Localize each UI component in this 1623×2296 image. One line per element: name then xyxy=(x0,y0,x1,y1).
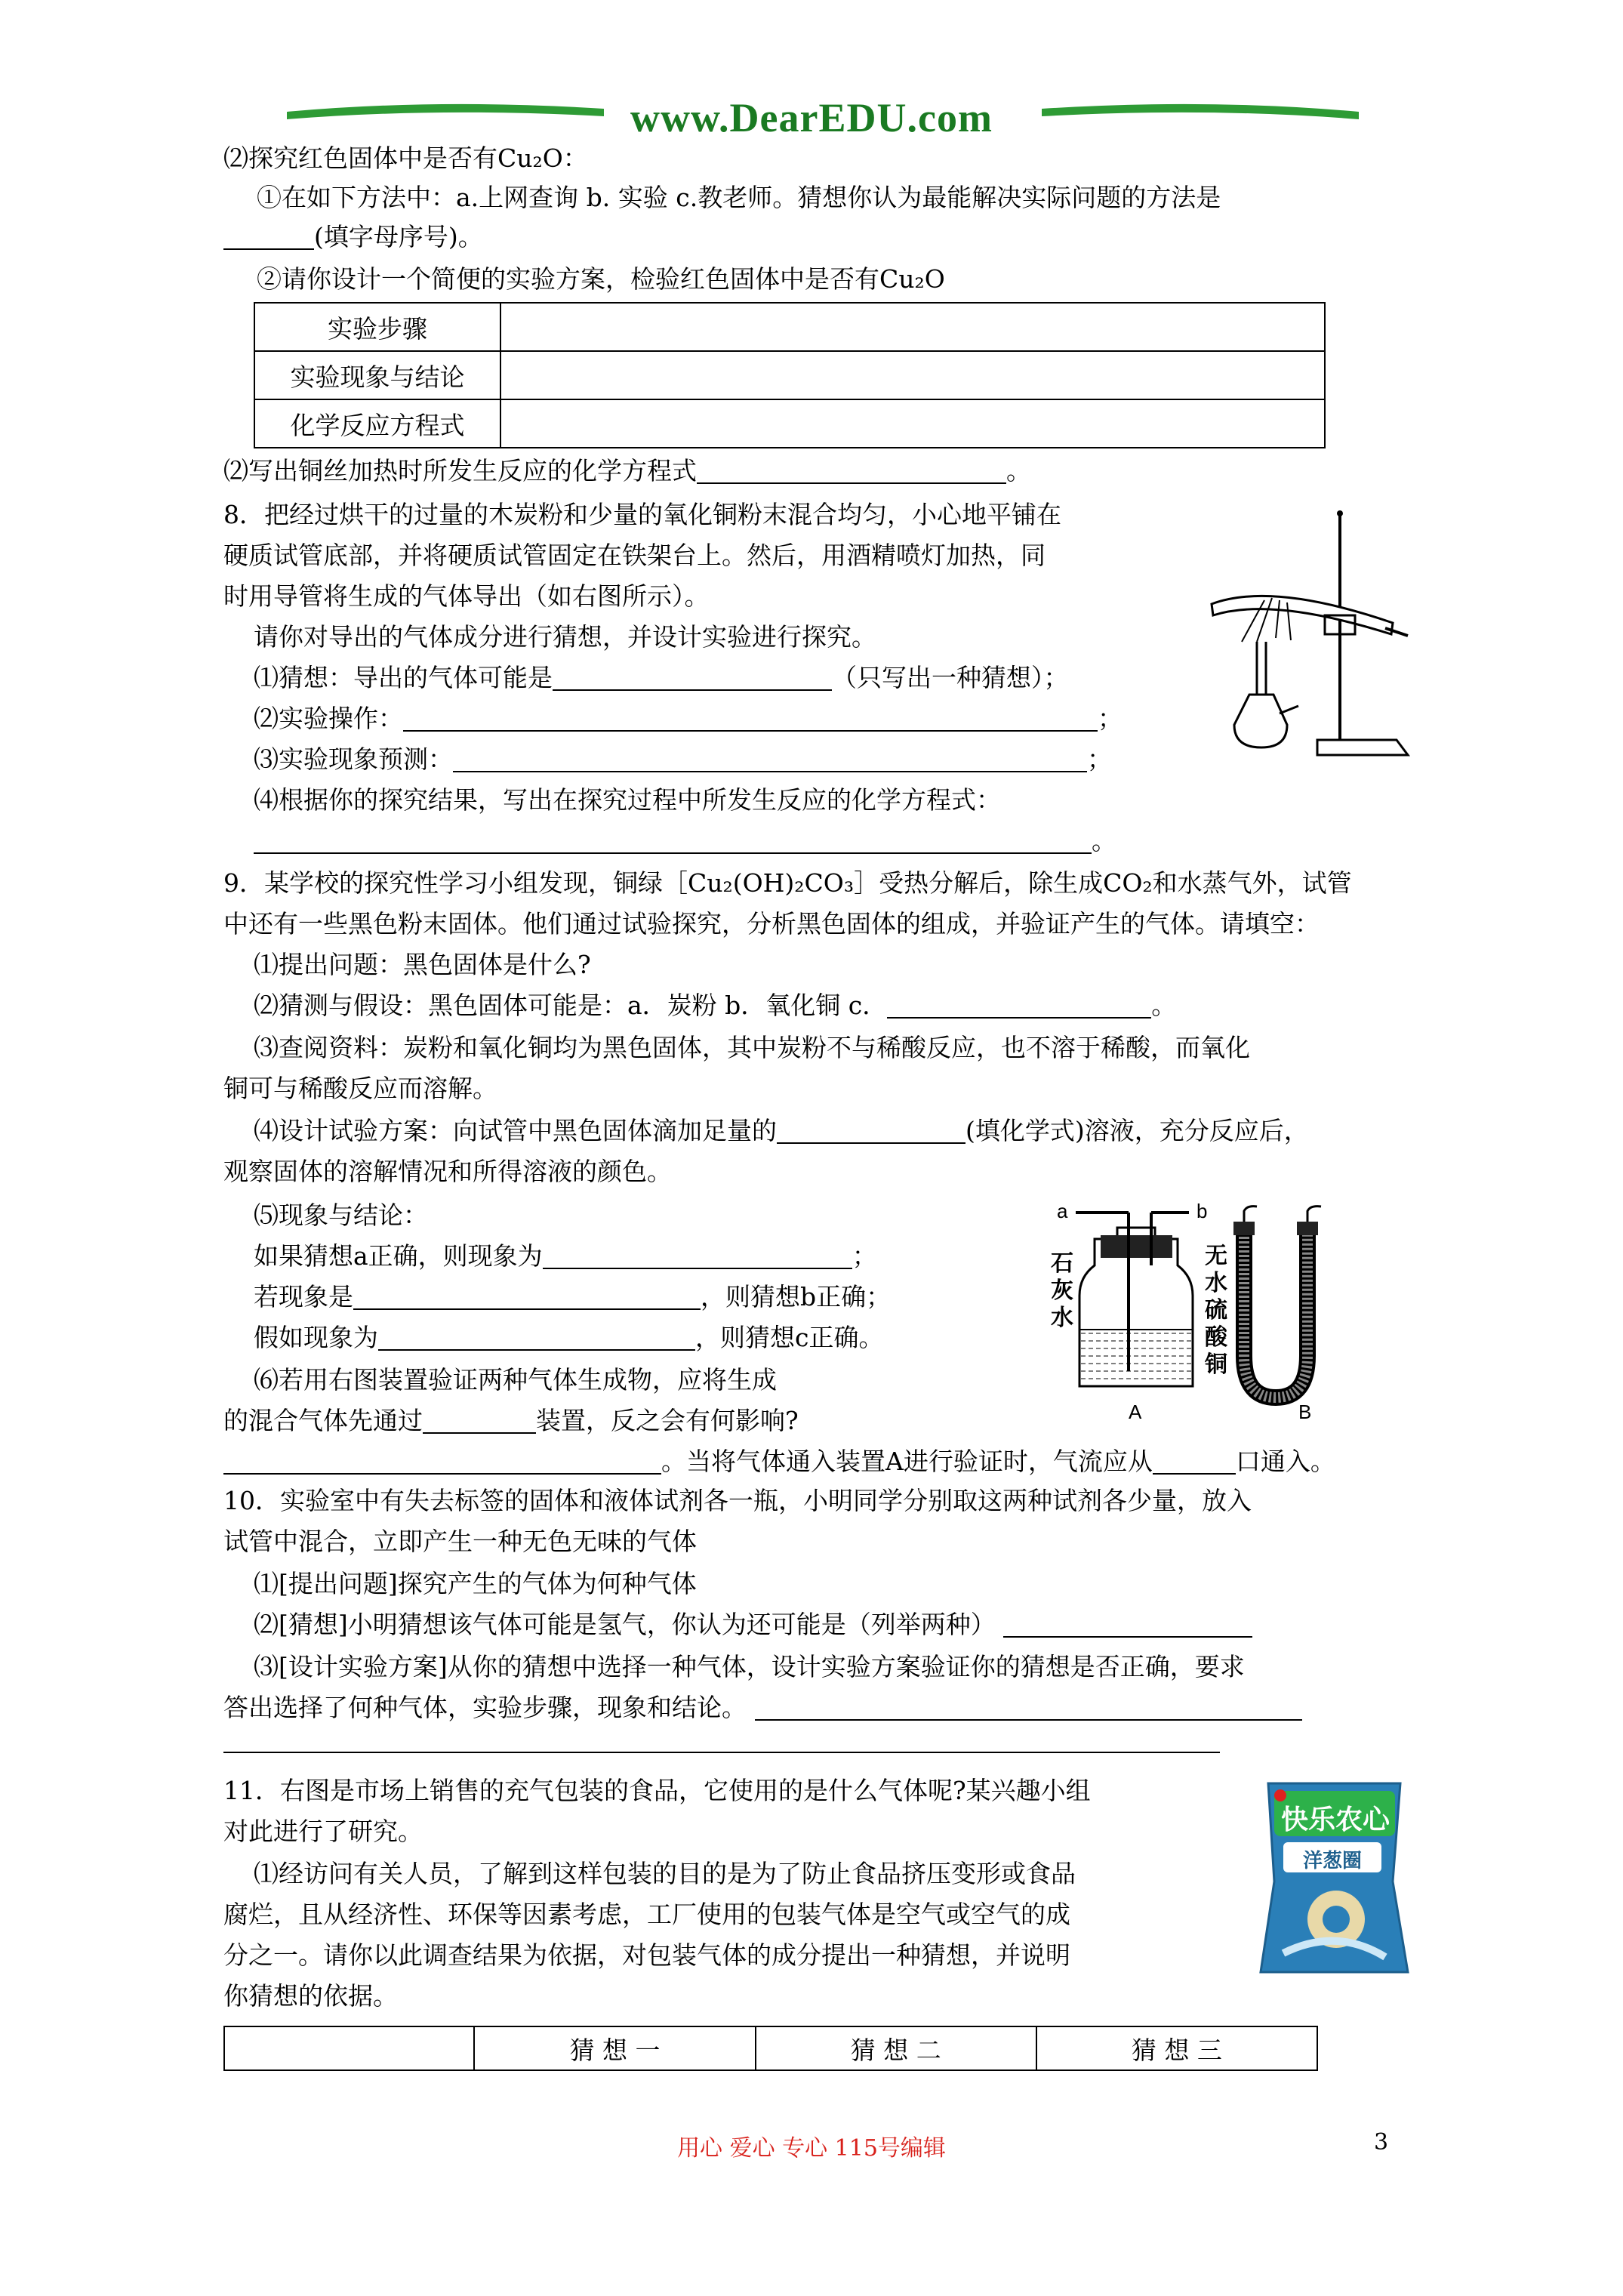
q9-p5: ⑸现象与结论： xyxy=(254,1200,428,1230)
fig-label-A: A xyxy=(1129,1401,1142,1423)
q8-p4: ⑷根据你的探究结果，写出在探究过程中所发生反应的化学方程式： xyxy=(254,785,1001,815)
q9-p4a: ⑷设计试验方案：向试管中黑色固体滴加足量的 (填化学式)溶液，充分反应后， xyxy=(254,1116,1309,1145)
table-header-guess2: 猜 想 二 xyxy=(756,2026,1036,2070)
apparatus-figure-q8 xyxy=(1204,506,1415,766)
q9-l1: 9．某学校的探究性学习小组发现，铜绿［Cu₂(OH)₂CO₃］受热分解后，除生成CO₂和水蒸气外，试管 xyxy=(223,868,1352,898)
q8-l1: 8．把经过烘干的过量的木炭粉和少量的氧化铜粉末混合均匀，小心地平铺在 xyxy=(223,500,1061,529)
q9-p3b: 铜可与稀酸反应而溶解。 xyxy=(223,1074,497,1103)
q9-p4b: 观察固体的溶解情况和所得溶液的颜色。 xyxy=(223,1157,672,1186)
fig-label-a: a xyxy=(1057,1200,1068,1222)
snack-bag-image xyxy=(1253,1776,1415,1980)
guess-table xyxy=(223,2026,1318,2071)
fig-label-b: b xyxy=(1196,1200,1208,1222)
q8-end: 。 xyxy=(254,824,1116,858)
experiment-table xyxy=(254,302,1326,448)
page-number: 3 xyxy=(1374,2129,1389,2156)
fig-label-limewater: 石灰水 xyxy=(1051,1250,1073,1331)
s1b-line: ⑵写出铜丝加热时所发生反应的化学方程式 。 xyxy=(223,456,1031,485)
q9-p3a: ⑶查阅资料：炭粉和氧化铜均为黑色固体，其中炭粉不与稀酸反应，也不溶于稀酸，而氧化 xyxy=(254,1033,1250,1062)
q10-p3a: ⑶[设计实验方案]从你的猜想中选择一种气体，设计实验方案验证你的猜想是否正确，要求 xyxy=(254,1652,1245,1681)
q8-l4: 请你对导出的气体成分进行猜想，并设计实验进行探究。 xyxy=(254,622,876,652)
q8-p2: ⑵实验操作： ； xyxy=(254,704,1123,733)
site-logo-text: www.DearEDU.com xyxy=(630,95,993,140)
q9-p6c: 。当将气体通入装置A进行验证时，气流应从 口通入。 xyxy=(223,1445,1335,1478)
q10-p1: ⑴[提出问题]探究产生的气体为何种气体 xyxy=(254,1569,697,1598)
answer-line xyxy=(223,1752,1220,1753)
s1-line1: ⑵探究红色固体中是否有Cu₂O： xyxy=(223,143,588,173)
q9-p2: ⑵猜测与假设：黑色固体可能是：a．炭粉 b．氧化铜 c． 。 xyxy=(254,991,1177,1020)
q11-p1a: ⑴经访问有关人员，了解到这样包装的目的是为了防止食品挤压变形或食品 xyxy=(254,1859,1076,1888)
q9-p6a: ⑹若用右图装置验证两种气体生成物，应将生成 xyxy=(254,1365,777,1395)
q11-l2: 对此进行了研究。 xyxy=(223,1817,423,1846)
q8-l2: 硬质试管底部，并将硬质试管固定在铁架台上。然后，用酒精喷灯加热，同 xyxy=(223,541,1046,570)
q11-l1: 11．右图是市场上销售的充气包装的食品，它使用的是什么气体呢?某兴趣小组 xyxy=(223,1776,1091,1805)
table-cell-empty[interactable] xyxy=(500,303,1325,351)
q9-l2: 中还有一些黑色粉末固体。他们通过试验探究，分析黑色固体的组成，并验证产生的气体。请填空： xyxy=(223,909,1320,938)
q8-p3: ⑶实验现象预测： ； xyxy=(254,744,1112,774)
apparatus-figure-q9 xyxy=(1051,1200,1344,1432)
q11-p1b: 腐烂，且从经济性、环保等因素考虑，工厂使用的包装气体是空气或空气的成 xyxy=(223,1900,1070,1929)
table-row-label: 实验步骤 xyxy=(254,303,500,351)
table-header-guess1: 猜 想 一 xyxy=(474,2026,755,2070)
s1-line3: (填字母序号)。 xyxy=(223,220,483,254)
table-row-label: 实验现象与结论 xyxy=(254,351,500,399)
q11-p1c: 分之一。请你以此调查结果为依据，对包装气体的成分提出一种猜想，并说明 xyxy=(223,1940,1070,1970)
table-row-label: 化学反应方程式 xyxy=(254,399,500,448)
table-cell-empty[interactable] xyxy=(224,2026,474,2070)
fig-label-cuso4: 无水硫酸铜 xyxy=(1205,1243,1227,1378)
footer-text: 用心 爱心 专心 115号编辑 xyxy=(677,2135,946,2162)
q10-l2: 试管中混合，立即产生一种无色无味的气体 xyxy=(223,1527,697,1556)
q10-l1: 10．实验室中有失去标签的固体和液体试剂各一瓶，小明同学分别取这两种试剂各少量，放入 xyxy=(223,1486,1252,1515)
table-cell-empty[interactable] xyxy=(500,351,1325,399)
q9-p5c: 假如现象为 ，则猜想c正确。 xyxy=(254,1323,884,1352)
table-header-guess3: 猜 想 三 xyxy=(1036,2026,1317,2070)
q9-p6b: 的混合气体先通过 装置，反之会有何影响? xyxy=(223,1406,799,1435)
q9-p5a: 如果猜想a正确，则现象为 ； xyxy=(254,1241,877,1271)
fig-label-B: B xyxy=(1298,1401,1312,1423)
q8-l3: 时用导管将生成的气体导出（如右图所示）。 xyxy=(223,581,710,611)
q10-p3b: 答出选择了何种气体，实验步骤，现象和结论。 xyxy=(223,1691,1302,1724)
q9-p1: ⑴提出问题：黑色固体是什么? xyxy=(254,950,591,979)
q9-p5b: 若现象是 ，则猜想b正确； xyxy=(254,1282,892,1311)
q10-p2: ⑵[猜想]小明猜想该气体可能是氢气，你认为还可能是（列举两种） xyxy=(254,1608,1252,1641)
q8-p1: ⑴猜想：导出的气体可能是 （只写出一种猜想）； xyxy=(254,663,1069,692)
table-cell-empty[interactable] xyxy=(500,399,1325,448)
bag-brand-text: 快乐农心 xyxy=(1280,1804,1390,1835)
q11-p1d: 你猜想的依据。 xyxy=(223,1981,398,2011)
s1-line4: ②请你设计一个简便的实验方案，检验红色固体中是否有Cu₂O xyxy=(257,264,945,294)
s1-line2: ①在如下方法中：a.上网查询 b. 实验 c.教老师。猜想你认为最能解决实际问题的方法是 xyxy=(257,183,1221,212)
bag-product-text: 洋葱圈 xyxy=(1302,1850,1362,1872)
